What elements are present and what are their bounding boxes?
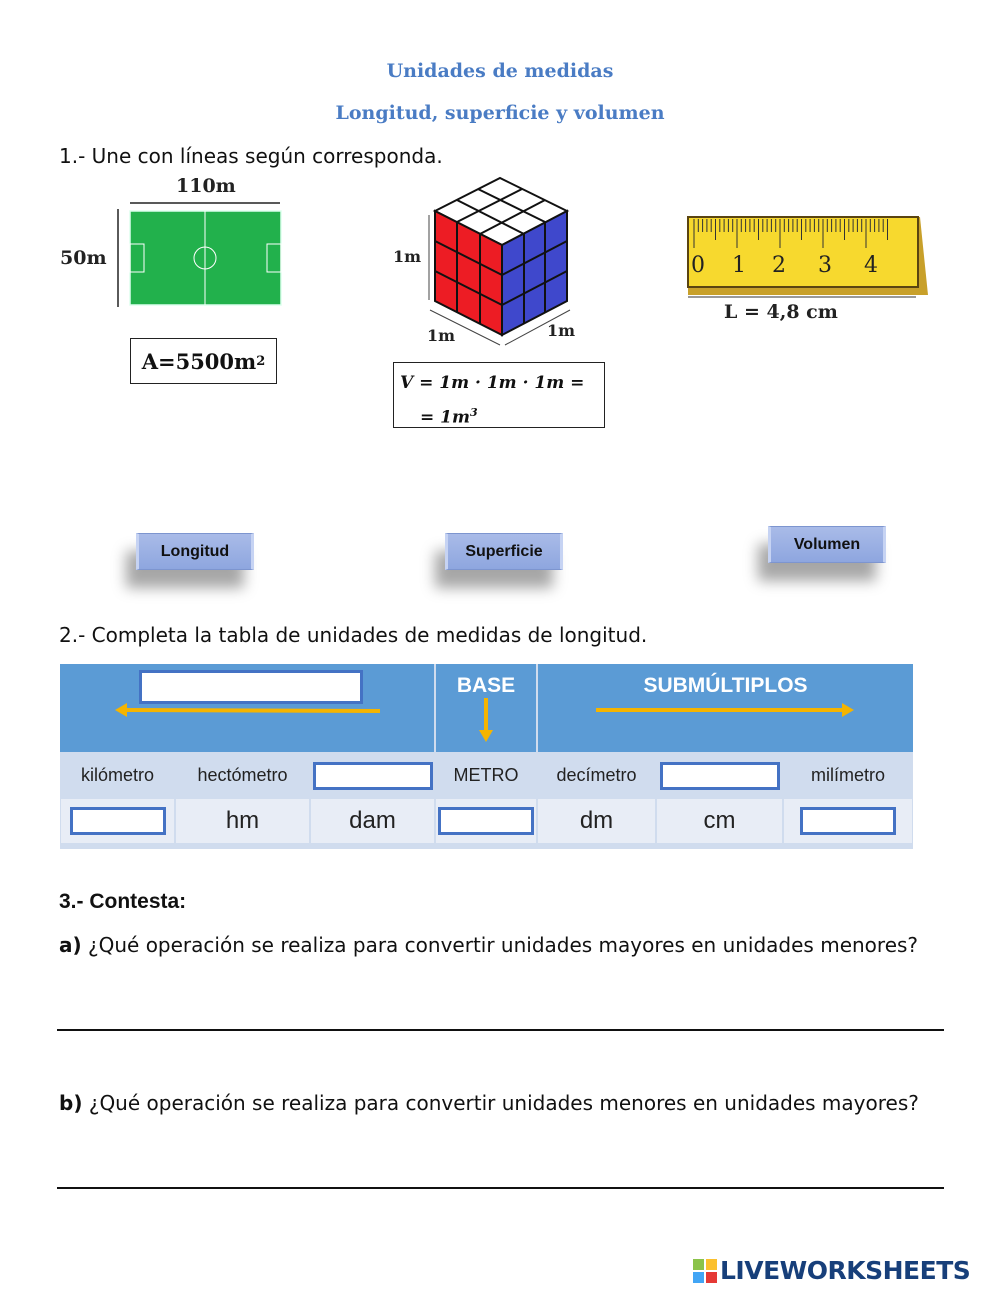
ruler-tick-1: 1 xyxy=(732,253,746,278)
q3a-question: a) ¿Qué operación se realiza para convertir unidades mayores en unidades menores? xyxy=(59,933,919,957)
ruler-tick-2: 2 xyxy=(772,253,786,278)
q3a-answer-line[interactable] xyxy=(57,1029,944,1031)
ruler-tick-0: 0 xyxy=(691,253,705,278)
area-formula: A=5500m xyxy=(141,348,257,374)
logo-text: LIVEWORKSHEETS xyxy=(720,1256,971,1285)
unit-name-cell xyxy=(311,754,434,797)
unit-name-cell: milímetro xyxy=(784,754,912,797)
length-units-table xyxy=(60,664,913,849)
q3b-question: b) ¿Qué operación se realiza para convertir unidades menores en unidades mayores? xyxy=(59,1091,919,1115)
ruler-tick-4: 4 xyxy=(864,253,878,278)
volume-formula-line2: = $1m^3$ xyxy=(420,406,478,428)
left-arrow-icon xyxy=(115,700,385,720)
submultiples-header xyxy=(538,664,913,752)
unit-symbol-input[interactable] xyxy=(70,807,166,835)
field-width-label: 110m xyxy=(176,175,236,197)
cube-height-label: 1m xyxy=(393,247,422,266)
unit-symbol-input[interactable] xyxy=(800,807,896,835)
live-logo-icon xyxy=(692,1258,718,1284)
soccer-field-image xyxy=(58,172,298,312)
unit-symbol-cell: dam xyxy=(311,799,434,843)
unit-symbol-cell xyxy=(436,799,536,843)
unit-name-cell: kilómetro xyxy=(61,754,174,797)
q3b-answer-line[interactable] xyxy=(57,1187,944,1189)
unit-name-cell xyxy=(657,754,782,797)
liveworksheets-logo xyxy=(692,1256,970,1285)
base-header-label: BASE xyxy=(456,674,516,697)
drag-button-longitud[interactable]: Longitud xyxy=(136,533,254,570)
unit-name-cell: decímetro xyxy=(538,754,655,797)
ruler-tick-3: 3 xyxy=(818,253,832,278)
unit-symbol-cell: cm xyxy=(657,799,782,843)
worksheet-title: Unidades de medidas xyxy=(386,60,614,82)
field-height-label: 50m xyxy=(60,247,107,269)
area-exponent: 2 xyxy=(256,353,266,369)
q2-prompt: 2.- Completa la tabla de unidades de medidas de longitud. xyxy=(59,623,648,647)
unit-name-cell: hectómetro xyxy=(176,754,309,797)
cube-depth-label: 1m xyxy=(427,326,456,345)
unit-symbol-cell xyxy=(61,799,174,843)
drag-button-superficie[interactable]: Superficie xyxy=(445,533,563,570)
unit-symbol-cell: dm xyxy=(538,799,655,843)
base-header xyxy=(436,664,536,752)
right-arrow-icon xyxy=(596,700,856,720)
cube-width-label: 1m xyxy=(547,321,576,340)
unit-name-input[interactable] xyxy=(313,762,433,790)
q3-prompt: 3.- Contesta: xyxy=(59,890,187,913)
unit-name-cell: METRO xyxy=(436,754,536,797)
area-formula-box xyxy=(130,338,277,384)
multiples-header-input[interactable] xyxy=(139,670,363,704)
unit-symbol-cell: hm xyxy=(176,799,309,843)
unit-symbol-cell xyxy=(784,799,912,843)
ruler-length-label: L = 4,8 cm xyxy=(724,301,838,323)
unit-name-input[interactable] xyxy=(660,762,780,790)
drag-button-volumen[interactable]: Volumen xyxy=(768,526,886,563)
volume-formula-box xyxy=(393,362,605,428)
worksheet-subtitle: Longitud, superficie y volumen xyxy=(335,102,665,124)
unit-symbol-input[interactable] xyxy=(438,807,534,835)
down-arrow-icon xyxy=(476,698,496,742)
q1-prompt: 1.- Une con líneas según corresponda. xyxy=(59,144,443,168)
volume-formula-line1: V = 1m · 1m · 1m = xyxy=(400,373,585,393)
multiples-header xyxy=(60,664,434,752)
submultiples-header-label: SUBMÚLTIPLOS xyxy=(643,674,808,697)
ruler-image xyxy=(682,212,932,327)
rubik-cube-image xyxy=(385,175,595,350)
